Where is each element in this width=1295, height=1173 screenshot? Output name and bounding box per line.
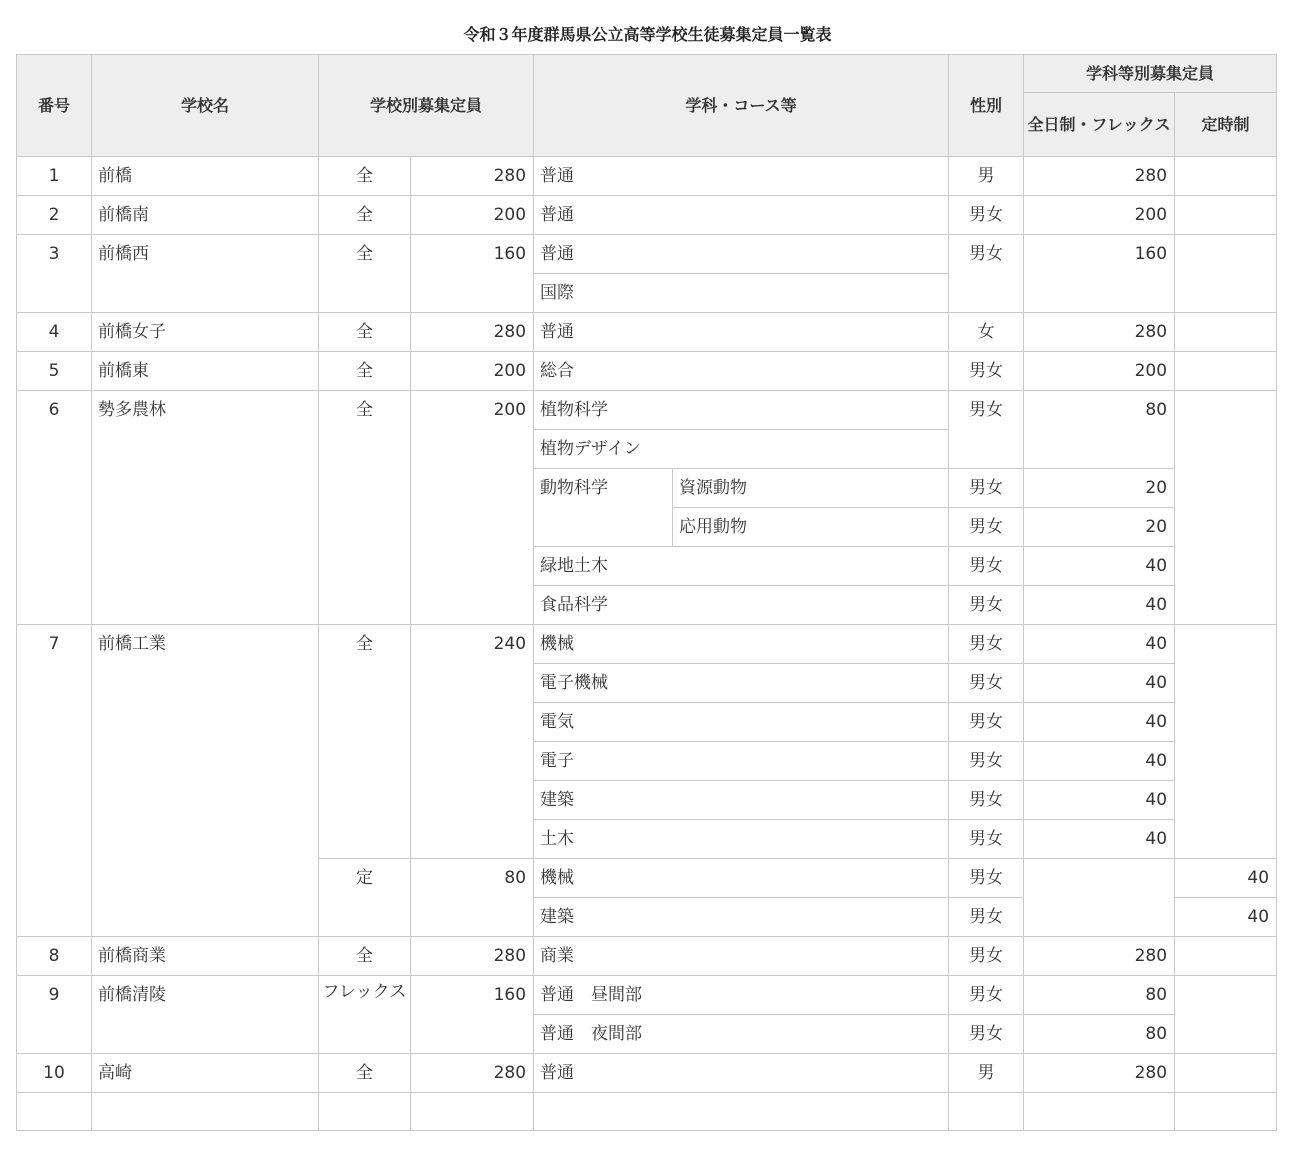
fulltime-capacity: 40 [1024, 664, 1175, 703]
gender: 男女 [949, 1015, 1024, 1054]
parttime-capacity [1175, 235, 1277, 313]
school-type: 全 [319, 157, 411, 196]
table-row [17, 937, 1277, 976]
fulltime-capacity: 20 [1024, 469, 1175, 508]
gender: 男女 [949, 664, 1024, 703]
parttime-capacity: 40 [1175, 898, 1277, 937]
school-type: 全 [319, 196, 411, 235]
table-container [16, 54, 1278, 1083]
school-name: 前橋南 [92, 196, 319, 235]
fulltime-capacity: 280 [1024, 157, 1175, 196]
capacity-table [16, 54, 1277, 1131]
page-title: 令和３年度群馬県公立高等学校生徒募集定員一覧表 [463, 25, 832, 44]
table-row [17, 1093, 1277, 1131]
course-name: 緑地土木 [534, 547, 949, 586]
course-name: 電子機械 [534, 664, 949, 703]
gender: 女 [949, 313, 1024, 352]
table-row [17, 352, 1277, 391]
course-name: 国際 [534, 274, 949, 313]
course-name: 普通 [534, 313, 949, 352]
school-number: 10 [17, 1054, 92, 1093]
course-name: 普通 夜間部 [534, 1015, 949, 1054]
school-capacity: 160 [411, 976, 534, 1054]
cell [534, 1093, 949, 1131]
school-name: 前橋女子 [92, 313, 319, 352]
school-number: 2 [17, 196, 92, 235]
fulltime-capacity: 280 [1024, 937, 1175, 976]
cell [319, 1093, 411, 1131]
gender: 男 [949, 1054, 1024, 1093]
gender: 男女 [949, 898, 1024, 937]
school-name: 前橋 [92, 157, 319, 196]
school-number: 4 [17, 313, 92, 352]
header-parttime: 定時制 [1175, 93, 1277, 157]
school-name: 前橋工業 [92, 625, 319, 937]
school-capacity: 80 [411, 859, 534, 937]
school-capacity: 280 [411, 937, 534, 976]
gender: 男女 [949, 781, 1024, 820]
gender: 男女 [949, 859, 1024, 898]
school-capacity: 280 [411, 313, 534, 352]
fulltime-capacity: 280 [1024, 313, 1175, 352]
fulltime-capacity [1024, 859, 1175, 937]
fulltime-capacity: 40 [1024, 625, 1175, 664]
course-name: 土木 [534, 820, 949, 859]
table-row [17, 976, 1277, 1015]
gender: 男女 [949, 391, 1024, 469]
table-row [17, 625, 1277, 664]
table-row [17, 313, 1277, 352]
cell [17, 1093, 92, 1131]
table-row [17, 235, 1277, 274]
school-number: 1 [17, 157, 92, 196]
school-name: 前橋清陵 [92, 976, 319, 1054]
course-name: 普通 [534, 1054, 949, 1093]
header-number: 番号 [17, 55, 92, 157]
course-name: 普通 [534, 157, 949, 196]
header-gender: 性別 [949, 55, 1024, 157]
school-number: 6 [17, 391, 92, 625]
gender: 男女 [949, 508, 1024, 547]
table-row [17, 196, 1277, 235]
course-name: 電気 [534, 703, 949, 742]
fulltime-capacity: 40 [1024, 781, 1175, 820]
fulltime-capacity: 40 [1024, 820, 1175, 859]
course-name: 植物科学 [534, 391, 949, 430]
gender: 男女 [949, 196, 1024, 235]
parttime-capacity [1175, 1054, 1277, 1093]
course-name: 普通 [534, 235, 949, 274]
course-name: 機械 [534, 859, 949, 898]
fulltime-capacity: 280 [1024, 1054, 1175, 1093]
course-name: 機械 [534, 625, 949, 664]
gender: 男女 [949, 625, 1024, 664]
gender: 男女 [949, 703, 1024, 742]
course-name: 商業 [534, 937, 949, 976]
school-capacity: 200 [411, 196, 534, 235]
course-name: 食品科学 [534, 586, 949, 625]
parttime-capacity [1175, 196, 1277, 235]
header-dept-capacity: 学科等別募集定員 [1024, 55, 1277, 93]
cell [411, 1093, 534, 1131]
table-row [17, 1054, 1277, 1093]
school-type: 全 [319, 235, 411, 313]
school-capacity: 160 [411, 235, 534, 313]
gender: 男女 [949, 235, 1024, 313]
school-name: 高崎 [92, 1054, 319, 1093]
fulltime-capacity: 200 [1024, 352, 1175, 391]
gender: 男女 [949, 352, 1024, 391]
gender: 男女 [949, 547, 1024, 586]
fulltime-capacity: 40 [1024, 703, 1175, 742]
header-course: 学科・コース等 [534, 55, 949, 157]
school-type: 全 [319, 352, 411, 391]
school-name: 前橋商業 [92, 937, 319, 976]
school-capacity: 200 [411, 352, 534, 391]
course-name: 建築 [534, 898, 949, 937]
gender: 男女 [949, 742, 1024, 781]
header-school-capacity: 学校別募集定員 [319, 55, 534, 157]
fulltime-capacity: 20 [1024, 508, 1175, 547]
fulltime-capacity: 40 [1024, 742, 1175, 781]
school-type: 全 [319, 313, 411, 352]
school-type: 定 [319, 859, 411, 937]
fulltime-capacity: 80 [1024, 976, 1175, 1015]
school-number: 3 [17, 235, 92, 313]
fulltime-capacity: 160 [1024, 235, 1175, 313]
parttime-capacity [1175, 937, 1277, 976]
cell [1024, 1093, 1175, 1131]
parttime-capacity [1175, 352, 1277, 391]
parttime-capacity [1175, 976, 1277, 1054]
fulltime-capacity: 200 [1024, 196, 1175, 235]
table-row [17, 157, 1277, 196]
sub-course-name: 応用動物 [673, 508, 949, 547]
school-type: フレックス [319, 976, 411, 1054]
course-name: 植物デザイン [534, 430, 949, 469]
fulltime-capacity: 40 [1024, 547, 1175, 586]
school-type: 全 [319, 391, 411, 625]
school-number: 8 [17, 937, 92, 976]
school-type: 全 [319, 1054, 411, 1093]
fulltime-capacity: 80 [1024, 1015, 1175, 1054]
header-fulltime: 全日制・フレックス [1024, 93, 1175, 157]
cell [1175, 1093, 1277, 1131]
gender: 男女 [949, 586, 1024, 625]
course-name: 普通 [534, 196, 949, 235]
header-school-name: 学校名 [92, 55, 319, 157]
course-name: 普通 昼間部 [534, 976, 949, 1015]
school-capacity: 280 [411, 157, 534, 196]
school-number: 9 [17, 976, 92, 1054]
school-capacity: 200 [411, 391, 534, 625]
gender: 男 [949, 157, 1024, 196]
parttime-capacity: 40 [1175, 859, 1277, 898]
cell [949, 1093, 1024, 1131]
course-name: 動物科学 [534, 469, 673, 547]
parttime-capacity [1175, 313, 1277, 352]
cell [92, 1093, 319, 1131]
gender: 男女 [949, 469, 1024, 508]
fulltime-capacity: 80 [1024, 391, 1175, 469]
school-number: 7 [17, 625, 92, 937]
school-type: 全 [319, 625, 411, 859]
school-capacity: 280 [411, 1054, 534, 1093]
course-name: 建築 [534, 781, 949, 820]
sub-course-name: 資源動物 [673, 469, 949, 508]
school-name: 前橋西 [92, 235, 319, 313]
course-name: 総合 [534, 352, 949, 391]
table-row [17, 391, 1277, 430]
school-type: 全 [319, 937, 411, 976]
school-capacity: 240 [411, 625, 534, 859]
school-name: 前橋東 [92, 352, 319, 391]
gender: 男女 [949, 820, 1024, 859]
parttime-capacity [1175, 391, 1277, 625]
parttime-capacity [1175, 625, 1277, 859]
fulltime-capacity: 40 [1024, 586, 1175, 625]
school-name: 勢多農林 [92, 391, 319, 625]
gender: 男女 [949, 937, 1024, 976]
gender: 男女 [949, 976, 1024, 1015]
parttime-capacity [1175, 157, 1277, 196]
school-number: 5 [17, 352, 92, 391]
course-name: 電子 [534, 742, 949, 781]
